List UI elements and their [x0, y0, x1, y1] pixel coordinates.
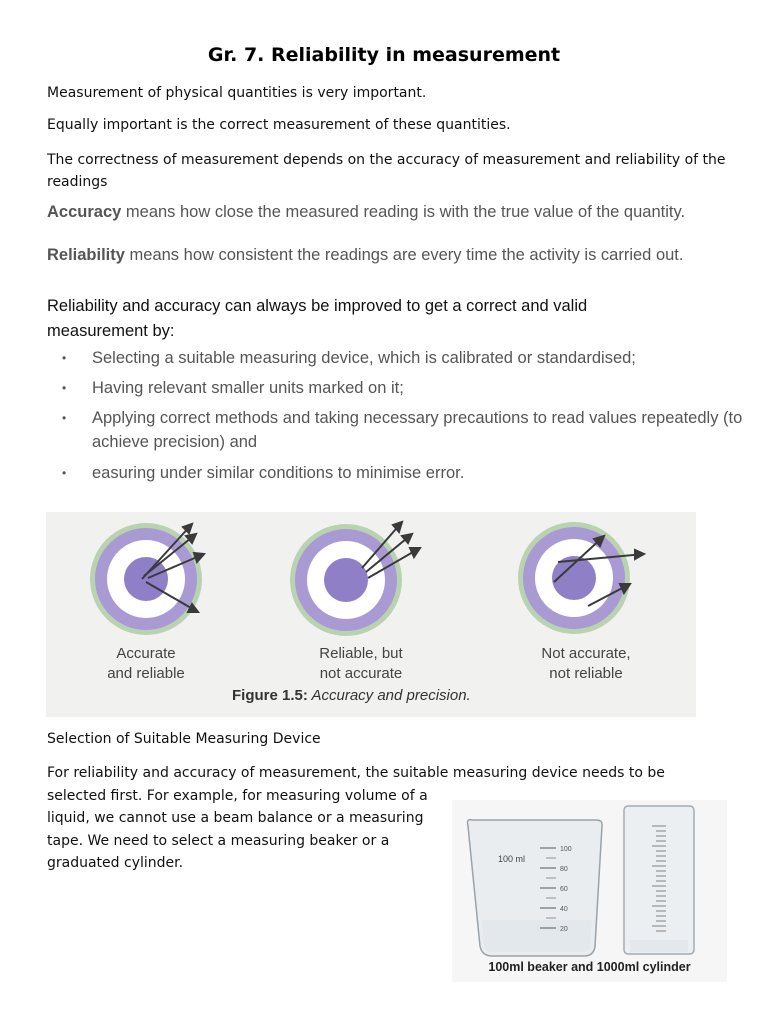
- caption-line: not reliable: [549, 665, 623, 682]
- paragraph-line-1: For reliability and accuracy of measurement, the suitable measuring device needs to be: [47, 765, 665, 781]
- caption-line: not accurate: [319, 665, 403, 682]
- caption-line: Not accurate,: [541, 645, 631, 662]
- target-not-accurate-not-reliable: [518, 522, 644, 634]
- beaker-icon: [468, 820, 603, 956]
- list-item: • easuring under similar conditions to minimise error.: [62, 461, 752, 485]
- improve-statement: Reliability and accuracy can always be improved to get a correct and valid measurement by:: [47, 297, 588, 340]
- reliability-definition: [47, 245, 717, 265]
- section-title: Selection of Suitable Measuring Device: [47, 731, 321, 747]
- list-item: • Applying correct methods and taking necessary precautions to read values repeatedly (to achieve precision) and: [62, 406, 752, 454]
- improvement-list: [62, 346, 752, 485]
- beaker-mark: 60: [560, 886, 568, 893]
- caption-accurate-reliable: [76, 644, 216, 684]
- figure-label: Figure 1.5:: [232, 687, 308, 704]
- beaker-label: 100 ml: [498, 854, 526, 864]
- figure-caption: [232, 687, 471, 704]
- reliability-term: Reliability: [47, 246, 125, 264]
- figure-label-text: Accuracy and precision.: [307, 687, 471, 704]
- target-reliable-not-accurate: [290, 522, 420, 636]
- target-accurate-reliable: [90, 523, 204, 635]
- caption-line: Reliable, but: [319, 645, 403, 662]
- accuracy-term: Accuracy: [47, 203, 122, 221]
- list-item: • Selecting a suitable measuring device, which is calibrated or standardised;: [62, 346, 752, 370]
- intro-line-2: Equally important is the correct measurement of these quantities.: [47, 117, 511, 133]
- list-item: • Having relevant smaller units marked on it;: [62, 376, 752, 400]
- paragraph-rest: selected first. For example, for measuring volume of a liquid, we cannot use a beam balance or a measuring tape. We need to select a measuring beaker or a graduated cylinder.: [47, 787, 428, 871]
- caption-not-accurate-not-reliable: [506, 644, 666, 684]
- intro-line-3: The correctness of measurement depends on the accuracy of measurement and reliability of the readings: [47, 152, 726, 190]
- caption-reliable-not-accurate: [276, 644, 446, 684]
- accuracy-text: means how close the measured reading is with the true value of the quantity.: [121, 203, 686, 221]
- beaker-mark: 100: [560, 846, 572, 853]
- accuracy-definition: [47, 202, 717, 222]
- glassware-illustration: [452, 800, 727, 982]
- caption-line: and reliable: [107, 665, 185, 682]
- caption-line: Accurate: [116, 645, 176, 662]
- beaker-mark: 20: [560, 926, 568, 933]
- accuracy-precision-figure: [46, 512, 696, 717]
- page-title: Gr. 7. Reliability in measurement: [207, 44, 561, 66]
- intro-line-1: Measurement of physical quantities is very important.: [47, 85, 427, 101]
- reliability-text: means how consistent the readings are every time the activity is carried out.: [124, 246, 684, 264]
- beaker-cylinder-photo: [452, 800, 727, 982]
- cylinder-icon: [624, 806, 694, 954]
- photo-caption: 100ml beaker and 1000ml cylinder: [488, 960, 691, 974]
- beaker-mark: 40: [560, 906, 568, 913]
- beaker-mark: 80: [560, 866, 568, 873]
